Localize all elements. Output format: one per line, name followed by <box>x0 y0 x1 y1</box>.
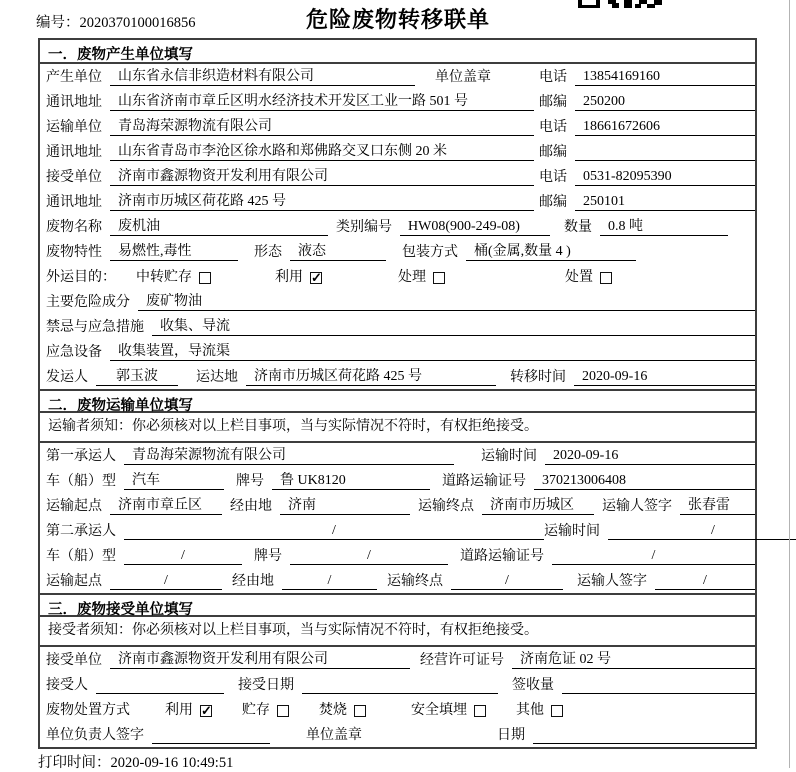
serial-label: 编号： <box>36 15 80 31</box>
second-carrier-row <box>40 518 755 543</box>
waste-name-label: 废物名称 <box>46 220 102 235</box>
producer-phone-value: 13854169160 <box>575 68 755 86</box>
received-qty-label: 签收量 <box>512 678 554 693</box>
route2-sign-label: 运输人签字 <box>577 574 647 589</box>
transfer-time-value: 2020-09-16 <box>574 368 755 386</box>
emergency-equipment-value: 收集装置，导流渠 <box>110 343 755 361</box>
acceptor-label: 接受人 <box>46 678 88 693</box>
purpose-dispose-text: 处置 <box>565 270 593 285</box>
transporter-zip-value <box>575 143 755 161</box>
responsible-signature-label: 单位负责人签字 <box>46 728 144 743</box>
emergency-equipment-row <box>40 339 755 364</box>
purpose-option-transfer-storage <box>136 269 211 286</box>
shipper-row <box>40 364 755 389</box>
purpose-dispose-checkbox <box>600 272 612 284</box>
disposal-option-store <box>242 702 289 719</box>
emergency-equipment-label: 应急设备 <box>46 345 102 360</box>
route2-sign-value: / <box>655 572 755 590</box>
transporter-address-label: 通讯地址 <box>46 145 102 160</box>
manifest-form <box>38 38 757 749</box>
transport-time2-label: 运输时间 <box>544 524 600 539</box>
page-edge-line <box>789 0 790 768</box>
waste-props-row <box>40 239 755 264</box>
waste-name-row <box>40 214 755 239</box>
producer-address-row <box>40 89 755 114</box>
taboo-measures-value: 收集、导流 <box>152 318 755 336</box>
section3-header: 三．废物接受单位填写 <box>40 593 755 617</box>
receiver-zip-label: 邮编 <box>539 195 567 210</box>
route1-start-value: 济南市章丘区 <box>110 497 222 515</box>
waste-qty-label: 数量 <box>564 220 592 235</box>
vehicle1-row <box>40 468 755 493</box>
vehicle2-row <box>40 543 755 568</box>
operating-license-label: 经营许可证号 <box>420 653 504 668</box>
route2-end-label: 运输终点 <box>387 574 443 589</box>
waste-name-value: 废机油 <box>110 218 328 236</box>
purpose-transfer-storage-checkbox <box>199 272 211 284</box>
receiver-zip-value: 250101 <box>575 193 755 211</box>
receiver-address-label: 通讯地址 <box>46 195 102 210</box>
plate2-label: 牌号 <box>254 549 282 564</box>
disposal-store-text: 贮存 <box>242 703 270 718</box>
disposal-option-landfill <box>411 702 486 719</box>
sign-date-label: 日期 <box>497 728 525 743</box>
disposal-landfill-checkbox <box>474 705 486 717</box>
waste-form-value: 液态 <box>290 243 386 261</box>
producer-address-label: 通讯地址 <box>46 95 102 110</box>
waste-category-label: 类别编号 <box>336 220 392 235</box>
transport-time2-value: / <box>608 522 796 540</box>
second-carrier-value: / <box>124 522 544 540</box>
received-qty-value <box>562 676 755 694</box>
second-carrier-label: 第二承运人 <box>46 524 116 539</box>
road-license1-label: 道路运输证号 <box>442 474 526 489</box>
transporter-zip-label: 邮编 <box>539 145 567 160</box>
producer-unit-value: 山东省永信非织造材料有限公司 <box>110 68 415 86</box>
route1-row <box>40 493 755 518</box>
purpose-utilize-checkbox <box>310 272 322 284</box>
route2-via-value: / <box>282 572 377 590</box>
section3-notice: 接受者须知：你必须核对以上栏目事项，当与实际情况不符时，有权拒绝接受。 <box>40 617 755 647</box>
disposal-incinerate-text: 焚烧 <box>319 703 347 718</box>
vehicle-type1-value: 汽车 <box>124 472 224 490</box>
producer-phone-label: 电话 <box>539 70 567 85</box>
shipper-value: 郭玉波 <box>96 368 178 386</box>
section1-header: 一．废物产生单位填写 <box>40 40 755 64</box>
route2-start-value: / <box>110 572 222 590</box>
disposal-other-text: 其他 <box>516 703 544 718</box>
print-time-value: 2020-09-16 10:49:51 <box>110 755 234 771</box>
route2-row <box>40 568 755 593</box>
road-license2-value: / <box>552 547 755 565</box>
producer-unit-row <box>40 64 755 89</box>
transporter-address-row <box>40 139 755 164</box>
receiver-unit-label: 接受单位 <box>46 170 102 185</box>
disposal-landfill-text: 安全填埋 <box>411 703 467 718</box>
vehicle-type2-label: 车（船）型 <box>46 549 116 564</box>
receiver-phone-value: 0531-82095390 <box>575 168 755 186</box>
first-carrier-value: 青岛海荣源物流有限公司 <box>124 447 454 465</box>
responsible-signature-value <box>152 726 270 744</box>
acceptor-value <box>96 676 224 694</box>
disposal-option-utilize <box>165 702 212 719</box>
serial-value: 2020370100016856 <box>79 15 196 31</box>
disposal-utilize-checkbox <box>200 705 212 717</box>
route1-sign-label: 运输人签字 <box>602 499 672 514</box>
section2-header: 二．废物运输单位填写 <box>40 389 755 413</box>
vehicle-type1-label: 车（船）型 <box>46 474 116 489</box>
purpose-option-treat <box>398 269 445 286</box>
disposal-other-checkbox <box>551 705 563 717</box>
waste-props-value: 易燃性,毒性 <box>110 243 238 261</box>
page-title: 危险废物转移联单 <box>305 7 490 32</box>
route1-start-label: 运输起点 <box>46 499 102 514</box>
route1-end-label: 运输终点 <box>418 499 474 514</box>
transporter-phone-label: 电话 <box>539 120 567 135</box>
disposal-utilize-text: 利用 <box>165 703 193 718</box>
waste-props-label: 废物特性 <box>46 245 102 260</box>
transporter-address-value: 山东省青岛市李沧区徐水路和郑佛路交叉口东侧 20 米 <box>110 143 534 161</box>
unit-seal3-label: 单位盖章 <box>306 728 362 743</box>
accept-unit-value: 济南市鑫源物资开发利用有限公司 <box>110 651 410 669</box>
waste-form-label: 形态 <box>254 245 282 260</box>
producer-zip-label: 邮编 <box>539 95 567 110</box>
taboo-measures-row <box>40 314 755 339</box>
accept-date-value <box>302 676 498 694</box>
disposal-method-row <box>40 697 755 722</box>
transporter-unit-row <box>40 114 755 139</box>
purpose-option-dispose <box>565 269 612 286</box>
shipper-label: 发运人 <box>46 370 88 385</box>
qr-code-fragment-icon <box>578 0 662 9</box>
route1-sign-value: 张春雷 <box>680 497 755 515</box>
waste-qty-value: 0.8 吨 <box>600 218 728 236</box>
accept-date-label: 接受日期 <box>238 678 294 693</box>
operating-license-value: 济南危证 02 号 <box>512 651 755 669</box>
sign-date-value <box>533 726 755 744</box>
plate1-label: 牌号 <box>236 474 264 489</box>
hazard-components-value: 废矿物油 <box>138 293 755 311</box>
route2-via-label: 经由地 <box>232 574 274 589</box>
destination-label: 运达地 <box>196 370 238 385</box>
print-time <box>38 751 233 772</box>
transport-time1-label: 运输时间 <box>481 449 537 464</box>
road-license1-value: 370213006408 <box>534 472 755 490</box>
receiver-address-value: 济南市历城区荷花路 425 号 <box>110 193 534 211</box>
receiver-unit-value: 济南市鑫源物资开发利用有限公司 <box>110 168 534 186</box>
plate1-value: 鲁 UK8120 <box>272 472 430 490</box>
purpose-option-utilize <box>275 269 322 286</box>
outbound-purpose-row <box>40 264 755 289</box>
page-header <box>0 0 796 38</box>
accept-unit-row <box>40 647 755 672</box>
disposal-incinerate-checkbox <box>354 705 366 717</box>
producer-unit-label: 产生单位 <box>46 70 102 85</box>
plate2-value: / <box>290 547 448 565</box>
transporter-unit-value: 青岛海荣源物流有限公司 <box>110 118 534 136</box>
route2-end-value: / <box>451 572 563 590</box>
packing-method-label: 包装方式 <box>402 245 458 260</box>
receiver-phone-label: 电话 <box>539 170 567 185</box>
transfer-time-label: 转移时间 <box>510 370 566 385</box>
hazard-components-row <box>40 289 755 314</box>
receiver-unit-row <box>40 164 755 189</box>
producer-address-value: 山东省济南市章丘区明水经济技术开发区工业一路 501 号 <box>110 93 534 111</box>
transporter-unit-label: 运输单位 <box>46 120 102 135</box>
destination-value: 济南市历城区荷花路 425 号 <box>246 368 496 386</box>
disposal-option-other <box>516 702 563 719</box>
section2-notice: 运输者须知：你必须核对以上栏目事项，当与实际情况不符时，有权拒绝接受。 <box>40 413 755 443</box>
purpose-transfer-storage-text: 中转贮存 <box>136 270 192 285</box>
purpose-treat-checkbox <box>433 272 445 284</box>
waste-category-value: HW08(900-249-08) <box>400 218 550 236</box>
taboo-measures-label: 禁忌与应急措施 <box>46 320 144 335</box>
disposal-method-label: 废物处置方式 <box>46 703 130 718</box>
transport-time1-value: 2020-09-16 <box>545 447 755 465</box>
first-carrier-row <box>40 443 755 468</box>
route1-via-label: 经由地 <box>230 499 272 514</box>
hazard-components-label: 主要危险成分 <box>46 295 130 310</box>
print-time-label: 打印时间： <box>38 755 111 771</box>
receiver-address-row <box>40 189 755 214</box>
accept-unit-label: 接受单位 <box>46 653 102 668</box>
vehicle-type2-value: / <box>124 547 242 565</box>
acceptor-row <box>40 672 755 697</box>
unit-seal-label: 单位盖章 <box>435 70 491 85</box>
first-carrier-label: 第一承运人 <box>46 449 116 464</box>
responsible-signature-row <box>40 722 755 747</box>
producer-zip-value: 250200 <box>575 93 755 111</box>
purpose-treat-text: 处理 <box>398 270 426 285</box>
disposal-option-incinerate <box>319 702 366 719</box>
packing-method-value: 桶(金属,数量 4 ) <box>466 243 636 261</box>
outbound-purpose-label: 外运目的： <box>46 270 116 285</box>
route2-start-label: 运输起点 <box>46 574 102 589</box>
route1-via-value: 济南 <box>280 497 410 515</box>
transporter-phone-value: 18661672606 <box>575 118 755 136</box>
route1-end-value: 济南市历城区 <box>482 497 594 515</box>
road-license2-label: 道路运输证号 <box>460 549 544 564</box>
purpose-utilize-text: 利用 <box>275 270 303 285</box>
disposal-store-checkbox <box>277 705 289 717</box>
